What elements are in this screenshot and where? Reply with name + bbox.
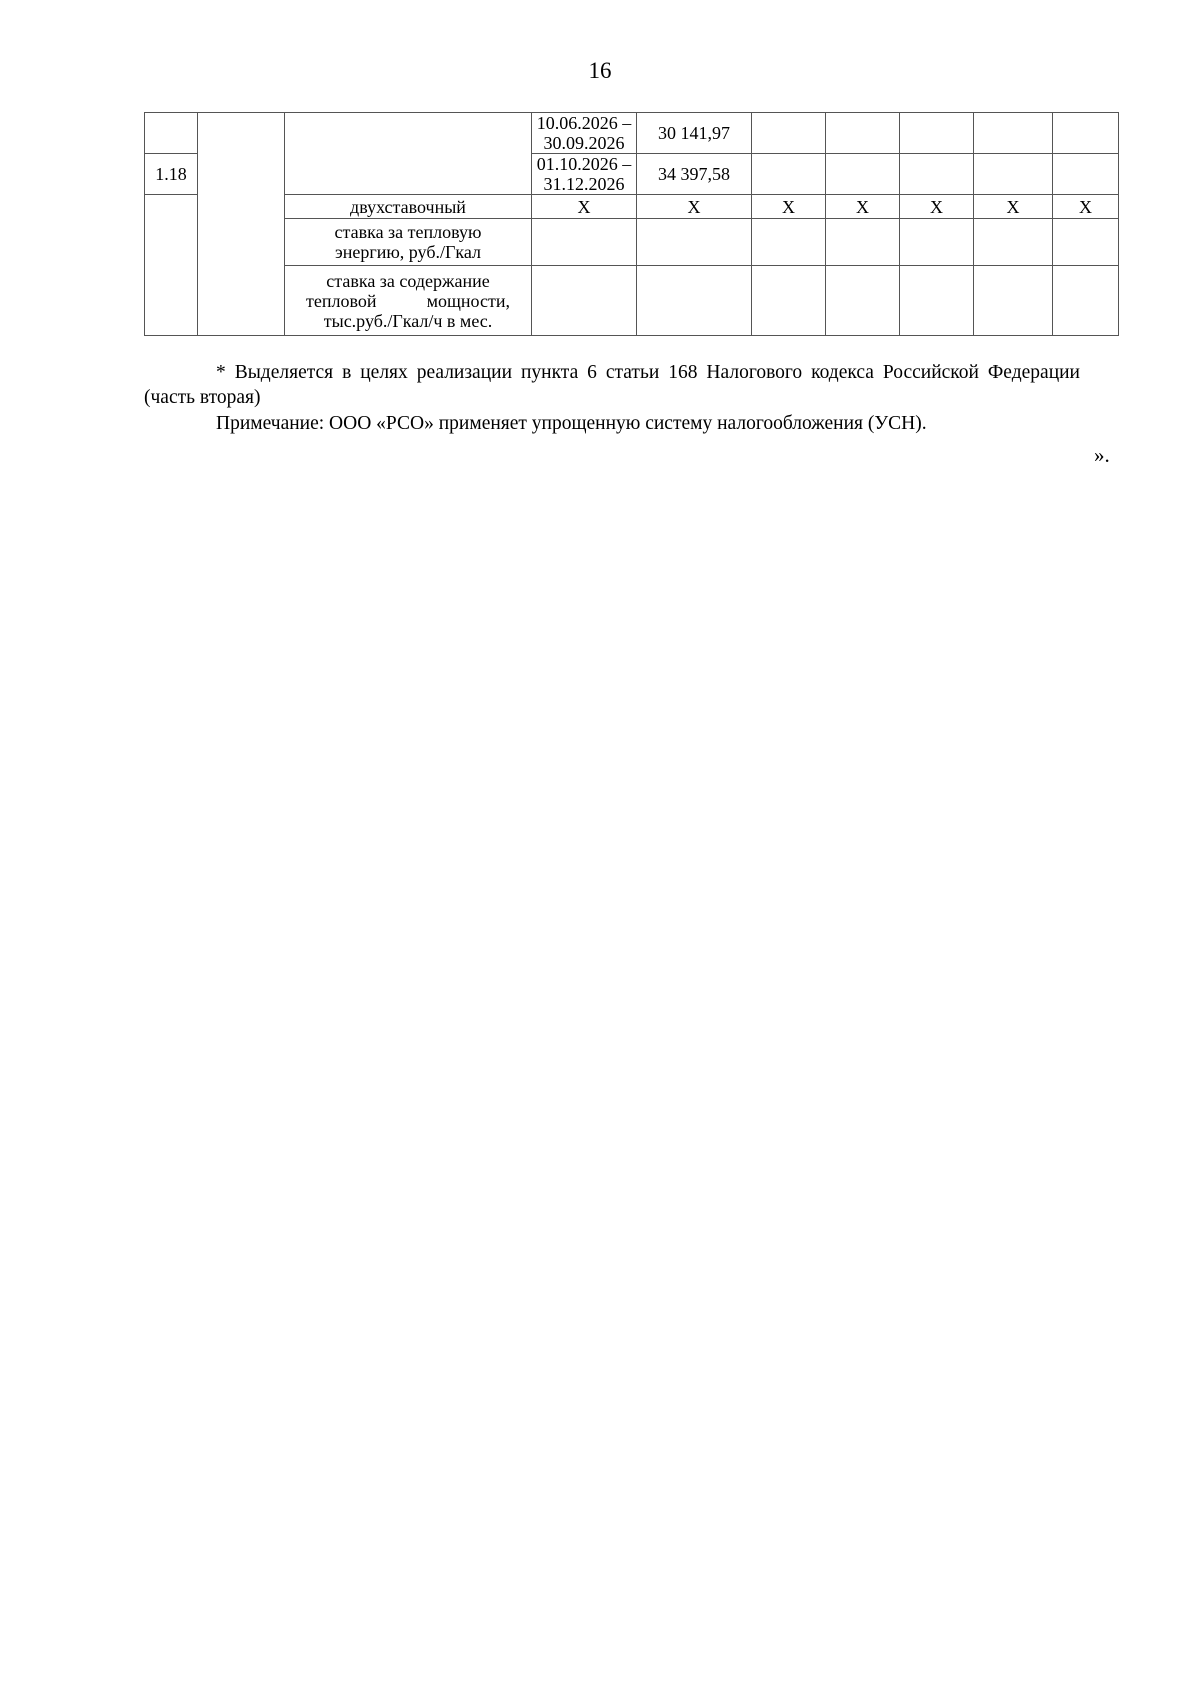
closing-quote: ».	[1094, 443, 1110, 467]
energy-rate-line: энергию, руб./Гкал	[334, 242, 481, 262]
empty-cell	[752, 266, 826, 336]
table-row	[145, 195, 1119, 219]
x-mark: Х	[637, 195, 752, 219]
period-start: 10.06.2026 –	[536, 113, 632, 133]
empty-cell	[532, 266, 637, 336]
empty-cell	[285, 113, 532, 195]
empty-cell	[1053, 266, 1119, 336]
empty-cell	[1053, 219, 1119, 266]
x-mark: Х	[752, 195, 826, 219]
x-mark: Х	[826, 195, 900, 219]
empty-cell	[637, 266, 752, 336]
empty-cell	[145, 195, 198, 336]
empty-cell	[145, 113, 198, 154]
period-end: 31.12.2026	[543, 174, 625, 194]
period-end: 30.09.2026	[543, 133, 625, 153]
empty-cell	[826, 266, 900, 336]
two-part-label: двухставочный	[285, 195, 532, 219]
empty-cell	[198, 113, 285, 336]
x-mark: Х	[532, 195, 637, 219]
empty-cell	[974, 219, 1053, 266]
empty-cell	[1053, 113, 1119, 154]
empty-cell	[1053, 154, 1119, 195]
energy-rate-line: ставка за тепловую	[334, 222, 482, 242]
footnote: * Выделяется в целях реализации пункта 6 статьи 168 Налогового кодекса Российской Федерации (часть вторая)	[144, 362, 1080, 408]
empty-cell	[637, 219, 752, 266]
table-row	[145, 219, 1119, 266]
empty-cell	[974, 154, 1053, 195]
empty-cell	[900, 219, 974, 266]
capacity-rate-line: тепловой мощности,	[306, 290, 510, 311]
capacity-rate-label	[285, 266, 532, 336]
capacity-rate-line: тыс.руб./Гкал/ч в мес.	[323, 310, 493, 331]
table-row	[145, 113, 1119, 154]
empty-cell	[752, 113, 826, 154]
x-mark: Х	[900, 195, 974, 219]
table-row	[145, 266, 1119, 336]
page-number: 16	[588, 58, 612, 83]
capacity-rate-line: ставка за содержание	[326, 270, 490, 291]
empty-cell	[900, 266, 974, 336]
period-cell	[532, 113, 637, 154]
x-mark: Х	[1053, 195, 1119, 219]
period-cell	[532, 154, 637, 195]
note: Примечание: ООО «РСО» применяет упрощенную систему налогообложения (УСН).	[216, 413, 927, 434]
empty-cell	[974, 266, 1053, 336]
tariff-table	[144, 112, 1119, 336]
empty-cell	[974, 113, 1053, 154]
empty-cell	[900, 113, 974, 154]
empty-cell	[752, 219, 826, 266]
empty-cell	[826, 113, 900, 154]
period-start: 01.10.2026 –	[536, 154, 632, 174]
tariff-value: 34 397,58	[637, 154, 752, 195]
empty-cell	[752, 154, 826, 195]
empty-cell	[900, 154, 974, 195]
empty-cell	[532, 219, 637, 266]
row-number: 1.18	[145, 154, 198, 195]
x-mark: Х	[974, 195, 1053, 219]
energy-rate-label	[285, 219, 532, 266]
tariff-value: 30 141,97	[637, 113, 752, 154]
empty-cell	[826, 219, 900, 266]
empty-cell	[826, 154, 900, 195]
